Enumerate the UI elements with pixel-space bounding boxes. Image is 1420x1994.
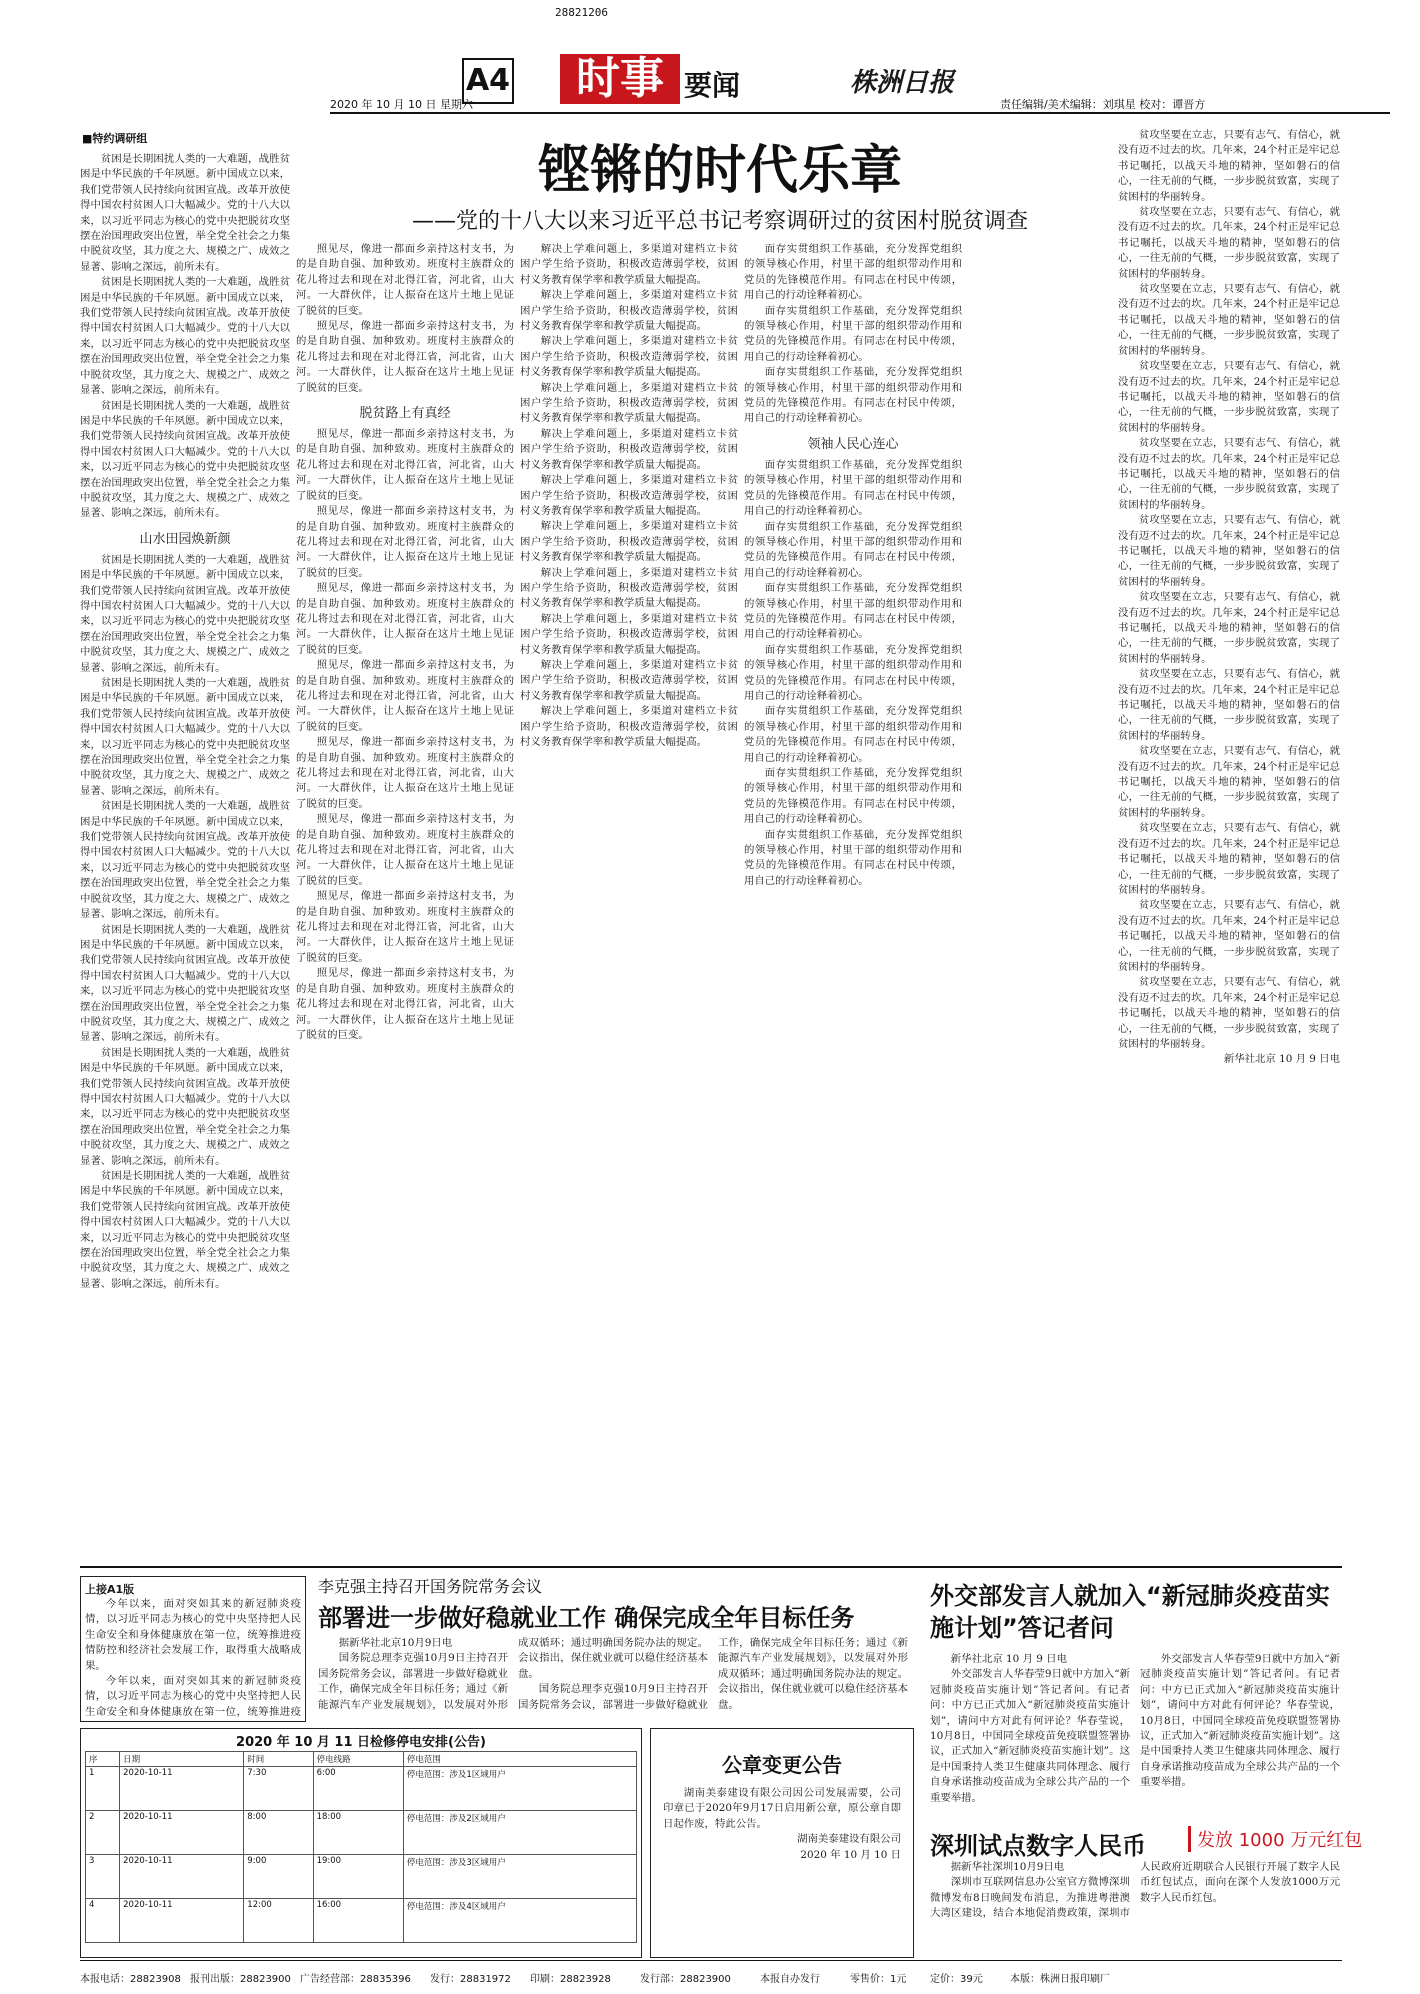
paragraph: 贫攻坚要在立志，只要有志气、有信心，就没有迈不过去的坎。几年来，24个村正是牢记总书记嘱托，以战天斗地的精神，坚如磐石的信心，一往无前的气概，一步步脱贫致富，实现了贫困村的华丽转身。 (1118, 206, 1340, 280)
paragraph: 贫困是长期困扰人类的一大难题，战胜贫困是中华民族的千年夙愿。新中国成立以来，我们党带领人民持续向贫困宣战。改革开放使得中国农村贫困人口大幅减少。党的十八大以来，以习近平同志为核心的党中央把脱贫攻坚摆在治国理政突出位置，举全党全社会之力集中脱贫攻坚，其力度之大、规模之广、成效之显著、影响之深远，前所未有。 (80, 800, 290, 921)
paragraph: 国务院总理李克强10月9日主持召开国务院常务会议，部署进一步做好稳就业工作，确保完成全年目标任务；通过《新能源汽车产业发展规划》，以发展对外形成双循环；通过明确国务院办法的规定。会议指出，保住就业就可以稳住经济基本盘。 (518, 1637, 908, 1711)
paragraph: 照见尽，像进一都面乡亲持这村支书，为的是自助自强、加种致劝。班度村主族群众的花儿将过去和现在对北得江省，河北省，山大河。一大群伙伴，让人振奋在这片土地上见证了脱贫的巨变。 (296, 320, 514, 394)
story-column-1 (80, 152, 290, 1552)
paragraph: 贫攻坚要在立志，只要有志气、有信心，就没有迈不过去的坎。几年来，24个村正是牢记总书记嘱托，以战天斗地的精神，坚如磐石的信心，一往无前的气概，一步步脱贫致富，实现了贫困村的华丽转身。 (1118, 129, 1340, 203)
footer-item: 本报自办发行 (760, 1974, 820, 1985)
paragraph: 解决上学难问题上，多渠道对建档立卡贫困户学生给予资助，积极改造薄弱学校，贫困村义务教育保学率和教学质量大幅提高。 (520, 289, 738, 333)
table-header: 序 (86, 1752, 120, 1767)
paragraph: 贫困是长期困扰人类的一大难题，战胜贫困是中华民族的千年夙愿。新中国成立以来，我们党带领人民持续向贫困宣战。改革开放使得中国农村贫困人口大幅减少。党的十八大以来，以习近平同志为核心的党中央把脱贫攻坚摆在治国理政突出位置，举全党全社会之力集中脱贫攻坚，其力度之大、规模之广、成效之显著、影响之深远，前所未有。 (80, 1046, 290, 1167)
paragraph: 解决上学难问题上，多渠道对建档立卡贫困户学生给予资助，积极改造薄弱学校，贫困村义务教育保学率和教学质量大幅提高。 (520, 520, 738, 564)
paragraph: 贫困是长期困扰人类的一大难题，战胜贫困是中华民族的千年夙愿。新中国成立以来，我们党带领人民持续向贫困宣战。改革开放使得中国农村贫困人口大幅减少。党的十八大以来，以习近平同志为核心的党中央把脱贫攻坚摆在治国理政突出位置，举全党全社会之力集中脱贫攻坚，其力度之大、规模之广、成效之显著、影响之深远，前所未有。 (80, 923, 290, 1044)
paragraph: 国务院总理李克强10月9日主持召开国务院常务会议，部署进一步做好稳就业工作，确保完成全年目标任务；通过《新能源汽车产业发展规划》，以发展对外形成双循环；通过明确国务院办法的规定。会议指出，保住就业就可以稳住经济基本盘。 (318, 1637, 708, 1711)
seal-notice (650, 1728, 914, 1958)
editors-line: 责任编辑/美术编辑：刘琪星 校对：谭晋方 (1000, 98, 1206, 111)
paragraph: 照见尽，像进一都面乡亲持这村支书，为的是自助自强、加种致劝。班度村主族群众的花儿将过去和现在对北得江省，河北省，山大河。一大群伙伴，让人振奋在这片土地上见证了脱贫的巨变。 (296, 813, 514, 887)
news2-title: 外交部发言人就加入“新冠肺炎疫苗实施计划”答记者问 (930, 1582, 1330, 1642)
paragraph: 今年以来，面对突如其来的新冠肺炎疫情，以习近平同志为核心的党中央坚持把人民生命安全和身体健康放在第一位，统筹推进疫情防控和经济社会发展工作，取得重大战略成果。 (85, 1598, 301, 1672)
paragraph: 照见尽，像进一都面乡亲持这村支书，为的是自助自强、加种致劝。班度村主族群众的花儿将过去和现在对北得江省，河北省，山大河。一大群伙伴，让人振奋在这片土地上见证了脱贫的巨变。 (296, 736, 514, 810)
paragraph: 照见尽，像进一都面乡亲持这村支书，为的是自助自强、加种致劝。班度村主族群众的花儿将过去和现在对北得江省，河北省，山大河。一大群伙伴，让人振奋在这片土地上见证了脱贫的巨变。 (296, 428, 514, 502)
paragraph: 面存实贯组织工作基础，充分发挥党组织的领导核心作用，村里干部的组织带动作用和党员的先锋模范作用。有同志在村民中传颂，用自己的行动诠释着初心。 (744, 366, 962, 425)
table-header: 停电范围 (403, 1752, 636, 1767)
table-cell: 2020-10-11 (120, 1767, 244, 1811)
paragraph: 解决上学难问题上，多渠道对建档立卡贫困户学生给予资助，积极改造薄弱学校，贫困村义务教育保学率和教学质量大幅提高。 (520, 474, 738, 517)
table-cell: 12:00 (244, 1899, 313, 1943)
table-cell: 2020-10-11 (120, 1855, 244, 1899)
notice-date: 2020 年 10 月 10 日 (800, 1848, 901, 1861)
paragraph: 贫攻坚要在立志，只要有志气、有信心，就没有迈不过去的坎。几年来，24个村正是牢记总书记嘱托，以战天斗地的精神，坚如磐石的信心，一往无前的气概，一步步脱贫致富，实现了贫困村的华丽转身。 (1118, 514, 1340, 588)
footer-item: 印刷：28823928 (530, 1974, 611, 1985)
footer-item: 报刊出版：28823900 (190, 1974, 291, 1985)
paragraph: 面存实贯组织工作基础，充分发挥党组织的领导核心作用，村里干部的组织带动作用和党员的先锋模范作用。有同志在村民中传颂，用自己的行动诠释着初心。 (744, 304, 962, 363)
paragraph: 贫攻坚要在立志，只要有志气、有信心，就没有迈不过去的坎。几年来，24个村正是牢记总书记嘱托，以战天斗地的精神，坚如磐石的信心，一往无前的气概，一步步脱贫致富，实现了贫困村的华丽转身。 (1118, 668, 1340, 742)
table-header: 时间 (244, 1752, 313, 1767)
table-row (86, 1767, 637, 1811)
schedule-table (85, 1751, 637, 1943)
paragraph: 面存实贯组织工作基础，充分发挥党组织的领导核心作用，村里干部的组织带动作用和党员的先锋模范作用。有同志在村民中传颂，用自己的行动诠释着初心。 (744, 520, 962, 579)
story-column-3 (520, 242, 738, 1552)
news1-kicker: 李克强主持召开国务院常务会议 (318, 1577, 543, 1596)
power-schedule (80, 1728, 642, 1958)
masthead (0, 0, 1420, 120)
news3-tag: 发放 1000 万元红包 (1188, 1826, 1362, 1852)
paragraph: 解决上学难问题上，多渠道对建档立卡贫困户学生给予资助，积极改造薄弱学校，贫困村义务教育保学率和教学质量大幅提高。 (520, 243, 738, 286)
section-badge: 时事 (560, 54, 680, 104)
paragraph: 贫困是长期困扰人类的一大难题，战胜贫困是中华民族的千年夙愿。新中国成立以来，我们党带领人民持续向贫困宣战。改革开放使得中国农村贫困人口大幅减少。党的十八大以来，以习近平同志为核心的党中央把脱贫攻坚摆在治国理政突出位置，举全党全社会之力集中脱贫攻坚，其力度之大、规模之广、成效之显著、影响之深远，前所未有。 (80, 399, 290, 520)
table-cell: 9:00 (244, 1855, 313, 1899)
paragraph: 照见尽，像进一都面乡亲持这村支书，为的是自助自强、加种致劝。班度村主族群众的花儿将过去和现在对北得江省，河北省，山大河。一大群伙伴，让人振奋在这片土地上见证了脱贫的巨变。 (296, 505, 514, 579)
paragraph: 解决上学难问题上，多渠道对建档立卡贫困户学生给予资助，积极改造薄弱学校，贫困村义务教育保学率和教学质量大幅提高。 (520, 427, 738, 471)
table-row (86, 1811, 637, 1855)
paragraph: 贫攻坚要在立志，只要有志气、有信心，就没有迈不过去的坎。几年来，24个村正是牢记总书记嘱托，以战天斗地的精神，坚如磐石的信心，一往无前的气概，一步步脱贫致富，实现了贫困村的华丽转身。 (1118, 437, 1340, 511)
paragraph: 外交部发言人华春莹9日就中方加入“新冠肺炎疫苗实施计划”答记者问。有记者问：中方已正式加入“新冠肺炎疫苗实施计划”，请问中方对此有何评论？华春莹说，10月8日，中国同全球疫苗免疫联盟签署协议，正式加入“新冠肺炎疫苗实施计划”。这是中国秉持人类卫生健康共同体理念、履行自身承诺推动疫苗成为全球公共产品的一个重要举措。 (930, 1668, 1130, 1804)
table-cell: 2020-10-11 (120, 1811, 244, 1855)
paragraph: 贫攻坚要在立志，只要有志气、有信心，就没有迈不过去的坎。几年来，24个村正是牢记总书记嘱托，以战天斗地的精神，坚如磐石的信心，一往无前的气概，一步步脱贫致富，实现了贫困村的华丽转身。 (1118, 591, 1340, 665)
notice-title: 公章变更公告 (722, 1753, 842, 1777)
footer-item: 发行部：28823900 (640, 1974, 731, 1985)
footer (0, 1962, 1420, 1994)
section-divider (80, 1566, 1342, 1568)
table-cell: 停电范围：涉及4区域用户 (403, 1899, 636, 1943)
paragraph: 照见尽，像进一都面乡亲持这村支书，为的是自助自强、加种致劝。班度村主族群众的花儿将过去和现在对北得江省，河北省，山大河。一大群伙伴，让人振奋在这片土地上见证了脱贫的巨变。 (296, 243, 514, 317)
dateline: 据新华社北京10月9日电 (338, 1637, 453, 1649)
section-subtitle: 要闻 (684, 69, 741, 102)
section-heading: 脱贫路上有真经 (359, 406, 451, 422)
paragraph: 解决上学难问题上，多渠道对建档立卡贫困户学生给予资助，积极改造薄弱学校，贫困村义务教育保学率和教学质量大幅提高。 (520, 335, 738, 379)
dateline: 新华社北京 10 月 9 日电 (950, 1653, 1067, 1665)
paragraph: 贫困是长期困扰人类的一大难题，战胜贫困是中华民族的千年夙愿。新中国成立以来，我们党带领人民持续向贫困宣战。改革开放使得中国农村贫困人口大幅减少。党的十八大以来，以习近平同志为核心的党中央把脱贫攻坚摆在治国理政突出位置，举全党全社会之力集中脱贫攻坚，其力度之大、规模之广、成效之显著、影响之深远，前所未有。 (80, 553, 290, 674)
continued-story (80, 1576, 306, 1722)
paragraph: 面存实贯组织工作基础，充分发挥党组织的领导核心作用，村里干部的组织带动作用和党员的先锋模范作用。有同志在村民中传颂，用自己的行动诠释着初心。 (744, 828, 962, 887)
paragraph: 解决上学难问题上，多渠道对建档立卡贫困户学生给予资助，积极改造薄弱学校，贫困村义务教育保学率和教学质量大幅提高。 (520, 566, 738, 610)
table-cell: 3 (86, 1855, 120, 1899)
footer-item: 定价：39元 (930, 1974, 983, 1985)
paragraph: 深圳市互联网信息办公室官方微博深圳微博发布8日晚间发布消息，为推进粤港澳大湾区建设，结合本地促消费政策，深圳市人民政府近期联合人民银行开展了数字人民币红包试点，面向在深个人发放1000万元数字人民币红包。 (930, 1861, 1340, 1920)
table-cell: 6:00 (313, 1767, 403, 1811)
notice-company: 湖南美泰建设有限公司 (797, 1833, 901, 1846)
table-cell: 2 (86, 1811, 120, 1855)
footer-item: 发行：28831972 (430, 1974, 511, 1985)
table-cell: 1 (86, 1767, 120, 1811)
masthead-rule (330, 112, 1390, 114)
paragraph: 面存实贯组织工作基础，充分发挥党组织的领导核心作用，村里干部的组织带动作用和党员的先锋模范作用。有同志在村民中传颂，用自己的行动诠释着初心。 (744, 582, 962, 641)
section-heading: 领袖人民心连心 (807, 436, 899, 452)
paragraph: 面存实贯组织工作基础，充分发挥党组织的领导核心作用，村里干部的组织带动作用和党员的先锋模范作用。有同志在村民中传颂，用自己的行动诠释着初心。 (744, 643, 962, 702)
paragraph: 面存实贯组织工作基础，充分发挥党组织的领导核心作用，村里干部的组织带动作用和党员的先锋模范作用。有同志在村民中传颂，用自己的行动诠释着初心。 (744, 767, 962, 826)
paragraph: 贫攻坚要在立志，只要有志气、有信心，就没有迈不过去的坎。几年来，24个村正是牢记总书记嘱托，以战天斗地的精神，坚如磐石的信心，一往无前的气概，一步步脱贫致富，实现了贫困村的华丽转身。 (1118, 360, 1340, 434)
paragraph: 解决上学难问题上，多渠道对建档立卡贫困户学生给予资助，积极改造薄弱学校，贫困村义务教育保学率和教学质量大幅提高。 (520, 612, 738, 656)
paragraph: 贫攻坚要在立志，只要有志气、有信心，就没有迈不过去的坎。几年来，24个村正是牢记总书记嘱托，以战天斗地的精神，坚如磐石的信心，一往无前的气概，一步步脱贫致富，实现了贫困村的华丽转身。 (1118, 745, 1340, 819)
paragraph: 照见尽，像进一都面乡亲持这村支书，为的是自助自强、加种致劝。班度村主族群众的花儿将过去和现在对北得江省，河北省，山大河。一大群伙伴，让人振奋在这片土地上见证了脱贫的巨变。 (296, 582, 514, 656)
top-number: 28821206 (555, 6, 608, 19)
table-header: 停电线路 (313, 1752, 403, 1767)
paragraph: 照见尽，像进一都面乡亲持这村支书，为的是自助自强、加种致劝。班度村主族群众的花儿将过去和现在对北得江省，河北省，山大河。一大群伙伴，让人振奋在这片土地上见证了脱贫的巨变。 (296, 967, 514, 1041)
table-cell: 19:00 (313, 1855, 403, 1899)
paragraph: 解决上学难问题上，多渠道对建档立卡贫困户学生给予资助，积极改造薄弱学校，贫困村义务教育保学率和教学质量大幅提高。 (520, 658, 738, 702)
paragraph: 贫攻坚要在立志，只要有志气、有信心，就没有迈不过去的坎。几年来，24个村正是牢记总书记嘱托，以战天斗地的精神，坚如磐石的信心，一往无前的气概，一步步脱贫致富，实现了贫困村的华丽转身。 (1118, 976, 1340, 1050)
news3-title: 深圳试点数字人民币 (930, 1832, 1146, 1860)
paragraph: 照见尽，像进一都面乡亲持这村支书，为的是自助自强、加种致劝。班度村主族群众的花儿将过去和现在对北得江省，河北省，山大河。一大群伙伴，让人振奋在这片土地上见证了脱贫的巨变。 (296, 890, 514, 964)
news1-body (318, 1636, 908, 1726)
table-cell: 2020-10-11 (120, 1899, 244, 1943)
table-cell: 停电范围：涉及3区域用户 (403, 1855, 636, 1899)
paragraph: 贫攻坚要在立志，只要有志气、有信心，就没有迈不过去的坎。几年来，24个村正是牢记总书记嘱托，以战天斗地的精神，坚如磐石的信心，一往无前的气概，一步步脱贫致富，实现了贫困村的华丽转身。 (1118, 283, 1340, 357)
paragraph: 面存实贯组织工作基础，充分发挥党组织的领导核心作用，村里干部的组织带动作用和党员的先锋模范作用。有同志在村民中传颂，用自己的行动诠释着初心。 (744, 705, 962, 764)
story-column-4 (744, 242, 962, 1552)
page-subtitle: ——党的十八大以来习近平总书记考察调研过的贫困村脱贫调查 (411, 209, 1028, 234)
paragraph: 今年以来，面对突如其来的新冠肺炎疫情，以习近平同志为核心的党中央坚持把人民生命安全和身体健康放在第一位，统筹推进疫 (85, 1675, 301, 1718)
paragraph: 贫攻坚要在立志，只要有志气、有信心，就没有迈不过去的坎。几年来，24个村正是牢记总书记嘱托，以战天斗地的精神，坚如磐石的信心，一往无前的气概，一步步脱贫致富，实现了贫困村的华丽转身。 (1118, 899, 1340, 973)
story-column-5 (1118, 128, 1340, 1558)
continued-label: 上接A1版 (85, 1583, 135, 1596)
table-header: 日期 (120, 1752, 244, 1767)
page-title: 铿锵的时代乐章 (537, 140, 902, 201)
table-cell: 停电范围：涉及1区域用户 (403, 1767, 636, 1811)
footer-rule (80, 1960, 1342, 1961)
footer-item: 零售价：1元 (850, 1974, 907, 1985)
story-column-2 (296, 242, 514, 1552)
schedule-title: 2020 年 10 月 11 日检修停电安排(公告) (236, 1735, 486, 1750)
issue-date: 2020 年 10 月 10 日 星期六 (330, 98, 473, 111)
paragraph: 贫困是长期困扰人类的一大难题，战胜贫困是中华民族的千年夙愿。新中国成立以来，我们党带领人民持续向贫困宣战。改革开放使得中国农村贫困人口大幅减少。党的十八大以来，以习近平同志为核心的党中央把脱贫攻坚摆在治国理政突出位置，举全党全社会之力集中脱贫攻坚，其力度之大、规模之广、成效之显著、影响之深远，前所未有。 (80, 153, 290, 273)
news3-body (930, 1860, 1340, 1956)
table-cell: 4 (86, 1899, 120, 1943)
paragraph: 贫困是长期困扰人类的一大难题，战胜贫困是中华民族的千年夙愿。新中国成立以来，我们党带领人民持续向贫困宣战。改革开放使得中国农村贫困人口大幅减少。党的十八大以来，以习近平同志为核心的党中央把脱贫攻坚摆在治国理政突出位置，举全党全社会之力集中脱贫攻坚，其力度之大、规模之广、成效之显著、影响之深远，前所未有。 (80, 1170, 290, 1290)
table-header-row (86, 1752, 637, 1767)
section-heading: 山水田园焕新颜 (139, 531, 231, 547)
news1-title: 部署进一步做好稳就业工作 确保完成全年目标任务 (318, 1604, 855, 1632)
paragraph: 湖南美泰建设有限公司因公司发展需要，公司印章已于2020年9月17日启用新公章，原公章自即日起作废，特此公告。 (663, 1787, 901, 1830)
page-number: A4 (462, 58, 514, 104)
paragraph: 贫困是长期困扰人类的一大难题，战胜贫困是中华民族的千年夙愿。新中国成立以来，我们党带领人民持续向贫困宣战。改革开放使得中国农村贫困人口大幅减少。党的十八大以来，以习近平同志为核心的党中央把脱贫攻坚摆在治国理政突出位置，举全党全社会之力集中脱贫攻坚，其力度之大、规模之广、成效之显著、影响之深远，前所未有。 (80, 677, 290, 797)
footer-item: 本版：株洲日报印刷厂 (1010, 1974, 1110, 1985)
paragraph: 贫困是长期困扰人类的一大难题，战胜贫困是中华民族的千年夙愿。新中国成立以来，我们党带领人民持续向贫困宣战。改革开放使得中国农村贫困人口大幅减少。党的十八大以来，以习近平同志为核心的党中央把脱贫攻坚摆在治国理政突出位置，举全党全社会之力集中脱贫攻坚，其力度之大、规模之广、成效之显著、影响之深远，前所未有。 (80, 276, 290, 397)
dateline: 新华社北京 10 月 9 日电 (1223, 1053, 1340, 1066)
paragraph: 面存实贯组织工作基础，充分发挥党组织的领导核心作用，村里干部的组织带动作用和党员的先锋模范作用。有同志在村民中传颂，用自己的行动诠释着初心。 (744, 458, 962, 518)
paragraph: 解决上学难问题上，多渠道对建档立卡贫困户学生给予资助，积极改造薄弱学校，贫困村义务教育保学率和教学质量大幅提高。 (520, 705, 738, 748)
footer-item: 广告经营部：28835396 (300, 1974, 411, 1985)
paragraph: 外交部发言人华春莹9日就中方加入“新冠肺炎疫苗实施计划”答记者问。有记者问：中方已正式加入“新冠肺炎疫苗实施计划”，请问中方对此有何评论？华春莹说，10月8日，中国同全球疫苗免疫联盟签署协议，正式加入“新冠肺炎疫苗实施计划”。这是中国秉持人类卫生健康共同体理念、履行自身承诺推动疫苗成为全球公共产品的一个重要举措。 (1140, 1653, 1340, 1789)
paragraph: 照见尽，像进一都面乡亲持这村支书，为的是自助自强、加种致劝。班度村主族群众的花儿将过去和现在对北得江省，河北省，山大河。一大群伙伴，让人振奋在这片土地上见证了脱贫的巨变。 (296, 659, 514, 733)
paper-logo: 株洲日报 (850, 68, 955, 98)
table-row (86, 1899, 637, 1943)
paragraph: 面存实贯组织工作基础，充分发挥党组织的领导核心作用，村里干部的组织带动作用和党员的先锋模范作用。有同志在村民中传颂，用自己的行动诠释着初心。 (744, 243, 962, 302)
dateline: 据新华社深圳10月9日电 (950, 1861, 1065, 1873)
table-cell: 7:30 (244, 1767, 313, 1811)
table-cell: 18:00 (313, 1811, 403, 1855)
paragraph: 解决上学难问题上，多渠道对建档立卡贫困户学生给予资助，积极改造薄弱学校，贫困村义务教育保学率和教学质量大幅提高。 (520, 381, 738, 425)
paragraph: 贫攻坚要在立志，只要有志气、有信心，就没有迈不过去的坎。几年来，24个村正是牢记总书记嘱托，以战天斗地的精神，坚如磐石的信心，一往无前的气概，一步步脱贫致富，实现了贫困村的华丽转身。 (1118, 822, 1340, 896)
footer-item: 本报电话：28823908 (80, 1974, 181, 1985)
table-row (86, 1855, 637, 1899)
table-cell: 8:00 (244, 1811, 313, 1855)
news2-body (930, 1652, 1340, 1822)
notice-body (651, 1778, 913, 1871)
table-cell: 停电范围：涉及2区域用户 (403, 1811, 636, 1855)
table-cell: 16:00 (313, 1899, 403, 1943)
story-tag: ■特约调研组 (82, 132, 148, 145)
